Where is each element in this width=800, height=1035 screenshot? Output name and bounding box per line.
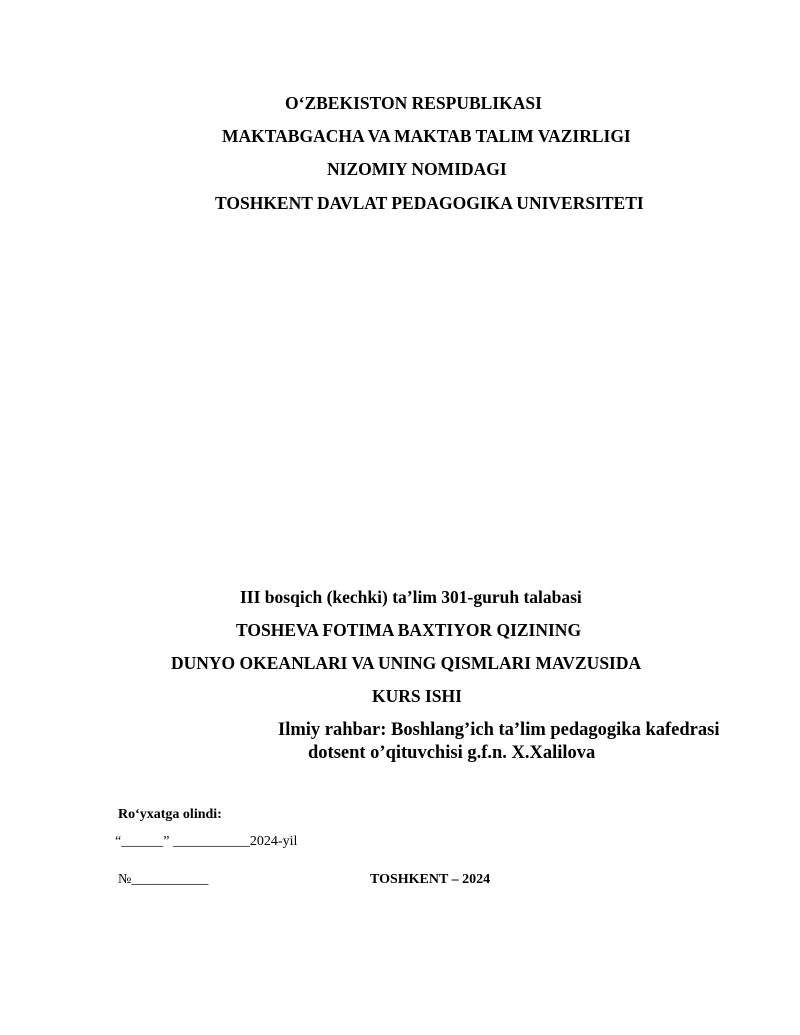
work-type: KURS ISHI — [372, 686, 462, 706]
header-ministry: MAKTABGACHA VA MAKTAB TALIM VAZIRLIGI — [222, 126, 631, 146]
registered-label: Ro‘yxatga olindi: — [118, 807, 222, 822]
registration-date: “______” ___________2024-yil — [115, 834, 298, 849]
supervisor-line-1: Ilmiy rahbar: Boshlang’ich ta’lim pedagogika kafedrasi — [278, 720, 720, 740]
student-name: TOSHEVA FOTIMA BAXTIYOR QIZINING — [236, 620, 582, 640]
header-named-after: NIZOMIY NOMIDAGI — [327, 159, 507, 179]
student-group: III bosqich (kechki) ta’lim 301-guruh talabasi — [240, 587, 582, 607]
city-year: TOSHKENT – 2024 — [370, 872, 491, 887]
header-university: TOSHKENT DAVLAT PEDAGOGIKA UNIVERSITETI — [215, 193, 644, 213]
header-country: O‘ZBEKISTON RESPUBLIKASI — [285, 93, 542, 113]
work-topic: DUNYO OKEANLARI VA UNING QISMLARI MAVZUSIDA — [171, 653, 642, 673]
registration-number: №___________ — [118, 872, 209, 887]
supervisor-line-2: dotsent o’qituvchisi g.f.n. X.Xalilova — [308, 743, 596, 763]
